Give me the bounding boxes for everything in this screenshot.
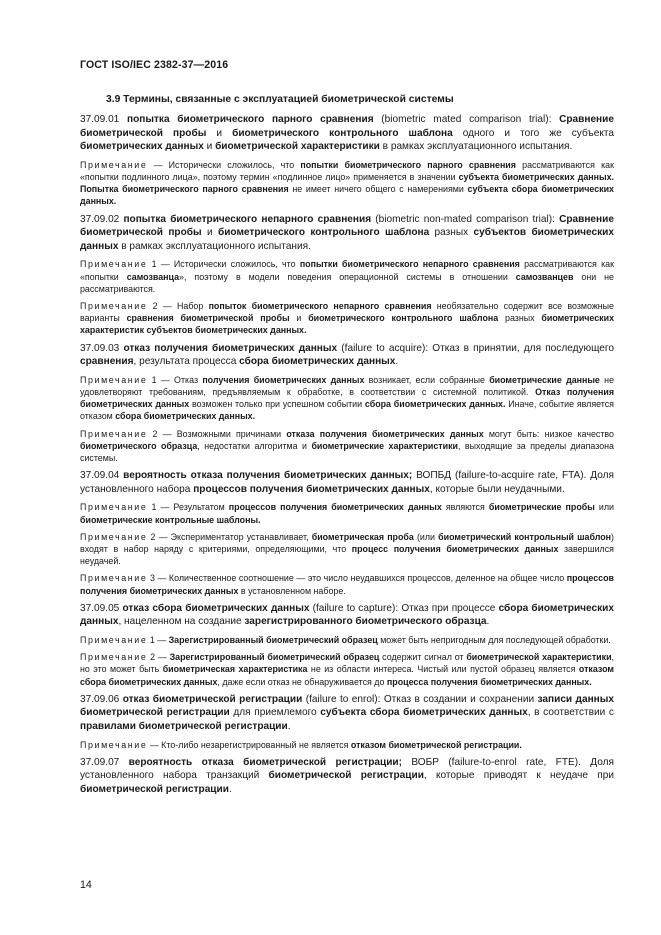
- term-text: попытки биометрического парного сравнения: [300, 159, 516, 170]
- term-text: сбора биометрических данных: [80, 602, 614, 628]
- term-note: [80, 572, 614, 596]
- document-header: ГОСТ ISO/IEC 2382-37—2016: [80, 59, 229, 71]
- body-text: , результата процесса: [133, 356, 240, 368]
- term-entry: [80, 213, 614, 254]
- body-text: (failure to enrol): Отказ в создании и сохранении: [302, 693, 538, 705]
- term-text: отказ получения биометрических данных: [123, 342, 338, 354]
- body-text: они не рассматриваются.: [80, 271, 614, 294]
- body-text: ВОБР (failure-to-enrol rate, FTE). Доля установленного набора транзакций: [80, 756, 614, 782]
- note-label: Примечание: [80, 259, 148, 270]
- term-text: самозванца: [126, 271, 180, 282]
- term-text: биометрического контрольного шаблона: [232, 127, 453, 139]
- term-entry: [80, 693, 614, 734]
- term-entry: [80, 342, 614, 369]
- term-text: зарегистрированного биометрического образца: [244, 616, 487, 628]
- term-text: Зарегистрированный биометрический образец: [168, 635, 378, 645]
- term-note: [80, 739, 614, 751]
- term-text: процесс получения биометрических данных: [351, 544, 559, 554]
- term-text: сбора биометрических данных.: [115, 411, 256, 422]
- term-text: отказ биометрической регистрации: [122, 693, 303, 705]
- body-text: в рамках эксплуатационного испытания.: [118, 240, 311, 252]
- body-text: — Возможными причинами: [157, 428, 287, 439]
- body-text: 37.09.01: [80, 114, 127, 125]
- note-label: Примечание: [80, 573, 148, 584]
- body-text: — Исторически сложилось, что: [147, 159, 301, 170]
- body-text: ВОПБД (failure-to-acquire rate, FTA). Доля установленного набора: [80, 470, 614, 495]
- body-text: (или: [413, 531, 439, 542]
- note-number: 3: [147, 573, 155, 584]
- body-text: не удовлетворяют требованиям, предъявляемым к обработке, в соответствии с системной политикой.: [80, 374, 614, 397]
- note-label: Примечание: [80, 428, 148, 439]
- term-text: отказом биометрической регистрации.: [350, 739, 522, 750]
- term-note: [80, 374, 614, 423]
- term-note: [80, 159, 614, 208]
- term-text: отказа получения биометрических данных: [286, 428, 484, 439]
- note-number: 1: [147, 374, 157, 385]
- note-number: 1: [147, 635, 155, 645]
- term-text: субъекта сбора биометрических данных.: [80, 184, 614, 207]
- term-text: сбора биометрических данных: [239, 356, 396, 368]
- body-text: , которые приводят к неудаче при: [423, 770, 614, 782]
- term-text: субъекта сбора биометрических данных: [320, 707, 528, 719]
- term-text: Зарегистрированный биометрический образец: [169, 652, 380, 663]
- body-text: может быть непригодным для последующей обработки.: [377, 635, 611, 645]
- term-text: процессов получения биометрических данных: [193, 483, 430, 495]
- term-text: процессов получения биометрических данных: [80, 573, 614, 596]
- term-text: вероятность отказа биометрической регистрации;: [128, 756, 402, 768]
- body-text: 37.09.06: [80, 693, 123, 705]
- body-text: необязательно содержит все возможные варианты: [80, 300, 614, 324]
- body-text: .: [228, 783, 232, 795]
- term-text: процесса получения биометрических данных.: [386, 676, 592, 687]
- term-note: [80, 651, 614, 688]
- body-text: в рамках эксплуатационного испытания.: [379, 141, 573, 153]
- term-text: биометрических характеристик субъектов биометрических данных.: [80, 313, 615, 336]
- body-text: , выходящие за пределы диапазона системы.: [80, 440, 614, 463]
- note-label: Примечание: [80, 739, 148, 750]
- body-text: — Экспериментатор устанавливает,: [155, 531, 312, 542]
- term-entry: [80, 756, 614, 797]
- body-text: — Исторически сложилось, что: [156, 259, 300, 270]
- body-text: и: [203, 141, 216, 153]
- body-text: — Набор: [157, 300, 209, 311]
- term-entry: [80, 469, 614, 496]
- body-text: не имеет ничего общего с намерениями: [288, 184, 468, 195]
- term-entry: [80, 113, 614, 154]
- term-text: попыток биометрического непарного сравнения: [208, 300, 432, 311]
- term-text: самозванцев: [515, 271, 574, 282]
- note-number: 2: [147, 652, 156, 663]
- term-text: сравнения биометрической пробы: [126, 313, 290, 324]
- body-text: разных: [429, 227, 474, 239]
- term-text: отказом сбора биометрических данных: [80, 664, 614, 687]
- body-text: завершился неудачей.: [80, 544, 614, 567]
- term-text: биометрического образца: [80, 440, 198, 451]
- body-text: (failure to acquire): Отказ в принятии, для последующего: [337, 342, 614, 354]
- body-text: не из области интереса. Чистый или пустой образец является: [307, 664, 579, 675]
- body-text: содержит сигнал от: [379, 652, 467, 663]
- body-text: возникает, если собранные: [364, 374, 490, 385]
- note-label: Примечание: [80, 300, 148, 311]
- term-note: [80, 531, 614, 568]
- term-text: биометрическая проба: [311, 531, 414, 542]
- body-text: или: [594, 502, 614, 513]
- term-text: биометрическая характеристика: [162, 664, 308, 675]
- term-text: биометрической характеристики: [215, 141, 380, 153]
- term-note: [80, 258, 614, 295]
- term-note: [80, 634, 614, 646]
- term-entry: [80, 602, 614, 629]
- term-text: сравнения: [80, 356, 134, 368]
- term-text: биометрической характеристики: [466, 652, 612, 663]
- body-text: в установленном наборе.: [238, 585, 346, 596]
- body-text: —: [154, 635, 169, 645]
- body-text: — Кто-либо незарегистрированный не является: [147, 739, 351, 750]
- note-number: 2: [147, 428, 158, 439]
- body-text: 37.09.03: [80, 342, 124, 354]
- note-label: Примечание: [80, 652, 148, 663]
- note-label: Примечание: [80, 635, 148, 645]
- term-text: субъекта биометрических данных. Попытка биометрического парного сравнения: [80, 171, 614, 195]
- term-note: [80, 428, 614, 465]
- body-text: и: [289, 313, 309, 324]
- term-text: процессов получения биометрических данных: [228, 502, 442, 513]
- term-text: Отказ получения биометрических данных: [80, 386, 614, 410]
- body-text: , которые были неудачными.: [429, 483, 565, 495]
- body-text: Иначе, событие является отказом: [80, 399, 614, 422]
- body-text: (biometric mated comparison trial):: [373, 114, 560, 125]
- term-text: попытка биометрического непарного сравнения: [123, 213, 372, 225]
- term-text: биометрической регистрации: [80, 783, 229, 795]
- term-text: биометрические данные: [489, 374, 600, 385]
- note-number: 2: [147, 531, 156, 542]
- body-text: и: [201, 227, 218, 239]
- body-text: (biometric non-mated comparison trial):: [371, 213, 560, 225]
- term-text: биометрические контрольные шаблоны.: [80, 514, 261, 525]
- body-text: одного и того же субъекта: [452, 127, 614, 139]
- body-text: .: [486, 616, 490, 628]
- term-text: биометрического контрольного шаблона: [308, 313, 499, 324]
- term-text: биометрических данных: [80, 141, 204, 153]
- note-label: Примечание: [80, 159, 148, 170]
- term-text: биометрические характеристики: [311, 440, 458, 451]
- term-text: биометрического контрольного шаблона: [217, 227, 430, 239]
- term-text: вероятность отказа получения биометрических данных;: [123, 470, 413, 482]
- term-text: отказ сбора биометрических данных: [122, 602, 310, 614]
- term-text: биометрической регистрации: [268, 770, 424, 782]
- body-text: разных: [498, 313, 542, 324]
- body-text: , недостатки алгоритма и: [197, 440, 312, 451]
- note-number: 2: [147, 300, 158, 311]
- term-text: сбора биометрических данных.: [364, 399, 506, 410]
- body-text: .: [395, 356, 399, 368]
- body-text: — Количественное соотношение — это число неудавшихся процессов, деленное на общее число: [154, 573, 567, 584]
- body-text: , в соответствии с: [527, 707, 614, 719]
- note-label: Примечание: [80, 502, 148, 513]
- body-text: », поэтому в модели поведения операционной системы в отношении: [179, 271, 516, 282]
- note-number: 1: [147, 259, 157, 270]
- body-text: 37.09.07: [80, 756, 129, 768]
- note-label: Примечание: [80, 531, 148, 542]
- body-text: — Результатом: [156, 502, 229, 513]
- term-text: правилами биометрической регистрации: [80, 721, 288, 732]
- term-text: попытки биометрического непарного сравнения: [299, 259, 520, 270]
- page-number: 14: [80, 879, 92, 891]
- body-text: , но это может быть: [80, 652, 615, 675]
- body-text: рассматриваются как «попытки: [80, 259, 614, 282]
- section-title: 3.9 Термины, связанные с эксплуатацией биометрической системы: [106, 94, 454, 105]
- term-text: Сравнение биометрической пробы: [80, 213, 614, 239]
- note-label: Примечание: [80, 374, 148, 385]
- note-number: 1: [147, 502, 157, 513]
- body-text: (failure to capture): Отказ при процессе: [309, 602, 499, 614]
- body-text: возможен только при успешном событии: [189, 399, 365, 410]
- body-text: 37.09.04: [80, 470, 124, 482]
- term-text: субъектов биометрических данных: [80, 227, 614, 252]
- term-text: записи данных биометрической регистрации: [80, 693, 614, 719]
- body-text: ) входят в набор наряду с критериями, определяющими, что: [80, 531, 614, 554]
- body-text: — Отказ: [156, 374, 203, 385]
- terms-content: [80, 113, 614, 802]
- body-text: 37.09.05: [80, 602, 123, 614]
- body-text: 37.09.02: [80, 213, 124, 225]
- body-text: и: [206, 127, 233, 139]
- body-text: для приемлемого: [229, 707, 321, 719]
- term-text: Сравнение биометрической пробы: [80, 114, 614, 139]
- body-text: рассматриваются как «попытки подлинного лица», поэтому термин «подлинное лицо» применяется в значении: [80, 159, 614, 182]
- term-text: получения биометрических данных: [202, 374, 365, 385]
- body-text: , нацеленном на создание: [118, 616, 245, 628]
- body-text: являются: [441, 502, 489, 513]
- term-note: [80, 501, 614, 525]
- body-text: могут быть: низкое качество: [483, 428, 614, 439]
- body-text: —: [155, 652, 170, 663]
- term-text: попытка биометрического парного сравнения: [127, 114, 374, 125]
- body-text: .: [287, 721, 291, 732]
- term-text: биометрические пробы: [488, 502, 595, 513]
- term-note: [80, 300, 614, 337]
- term-text: биометрический контрольный шаблон: [438, 531, 612, 542]
- body-text: , даже если отказ не обнаруживается до: [217, 676, 387, 687]
